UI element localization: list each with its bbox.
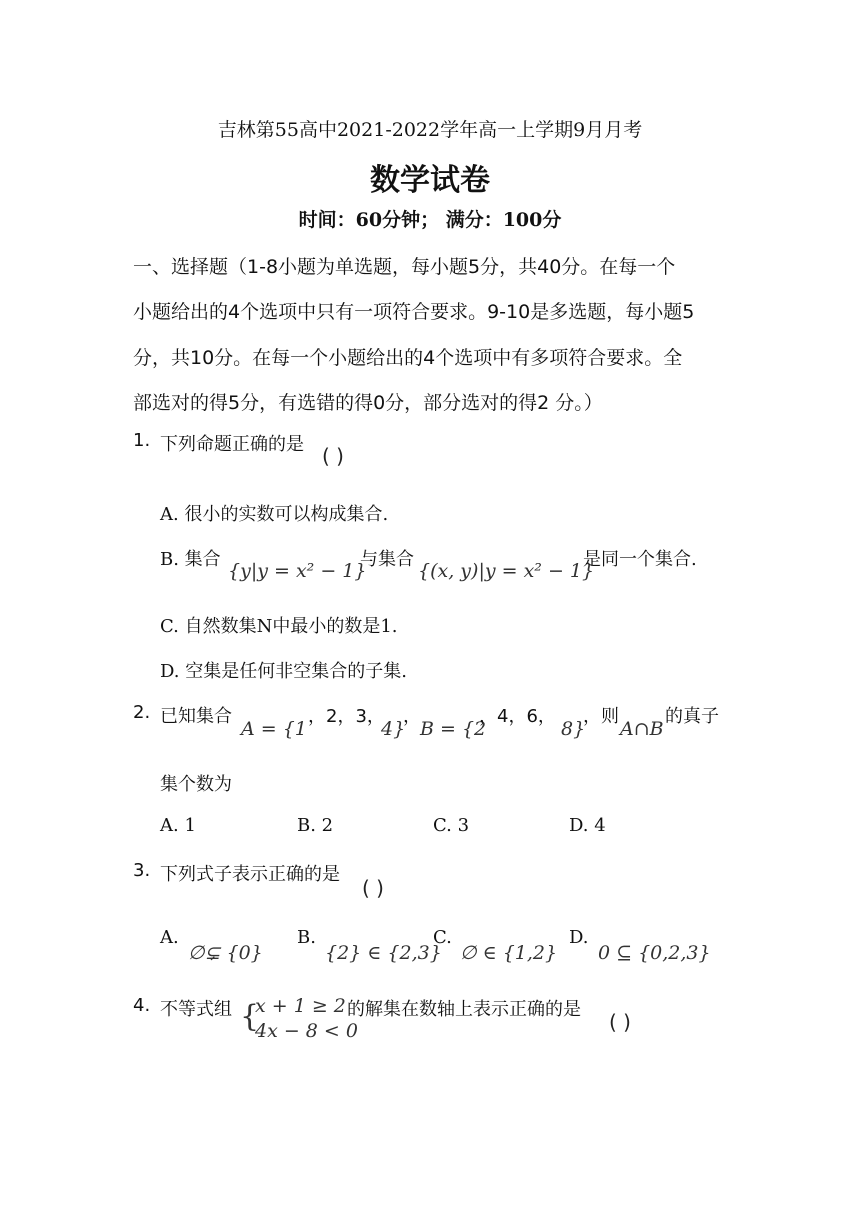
q1-option-b-set1: {y|y = x² − 1}	[228, 560, 367, 582]
q4-inequality-2: 4x − 8 < 0	[255, 1020, 358, 1042]
q2-set-b-start: B = {2	[420, 718, 487, 740]
q3-option-d-label: D.	[569, 927, 589, 948]
q2-option-a: A. 1	[160, 815, 196, 836]
q4-number: 4.	[133, 995, 151, 1016]
section-line-4: 部选对的得5分，有选错的得0分，部分选对的得2 分。）	[133, 392, 603, 414]
q3-answer-paren: ( )	[362, 876, 384, 900]
q4-brace: {	[240, 999, 260, 1034]
q1-option-c: C. 自然数集N中最小的数是1.	[160, 616, 398, 637]
exam-info: 时间：60分钟； 满分：100分	[298, 209, 562, 231]
q1-option-b-mid: 与集合	[360, 549, 414, 570]
q3-option-c-label: C.	[433, 927, 452, 948]
q2-stem-line2: 集个数为	[160, 774, 232, 795]
q3-option-b-label: B.	[297, 927, 316, 948]
section-line-2: 小题给出的4个选项中只有一项符合要求。9-10是多选题，每小题5	[133, 301, 695, 323]
q1-option-b-set2: {(x, y)|y = x² − 1}	[418, 560, 595, 582]
q2-set-a-middle: ，2，3，	[308, 706, 385, 727]
q4-inequality-1: x + 1 ≥ 2	[255, 995, 346, 1017]
q1-number: 1.	[133, 430, 151, 451]
exam-title: 数学试卷	[370, 163, 490, 198]
q2-set-b-middle: ，4，6，	[479, 706, 556, 727]
q4-answer-paren: ( )	[609, 1010, 631, 1034]
q4-stem-prefix: 不等式组	[160, 999, 232, 1020]
q2-number: 2.	[133, 702, 151, 723]
section-line-1: 一、选择题（1-8小题为单选题，每小题5分，共40分。在每一个	[133, 256, 676, 278]
q2-stem-prefix: 已知集合	[160, 706, 232, 727]
q2-then: ，则	[583, 706, 619, 727]
q3-option-a-math: ∅⊊ {0}	[188, 942, 263, 964]
q1-option-b-suffix: 是同一个集合.	[583, 549, 697, 570]
q2-stem-suffix: 的真子	[665, 706, 719, 727]
q2-set-b-end: 8}	[561, 718, 586, 740]
q3-stem: 下列式子表示正确的是	[160, 864, 340, 885]
q2-set-a-start: A = {1	[241, 718, 307, 740]
section-line-3: 分，共10分。在每一个小题给出的4个选项中有多项符合要求。全	[133, 347, 683, 369]
q1-stem: 下列命题正确的是	[160, 434, 304, 455]
q3-option-b-math: {2} ∈ {2,3}	[325, 942, 442, 964]
q1-option-b-prefix: B. 集合	[160, 549, 221, 570]
q2-option-c: C. 3	[433, 815, 470, 836]
q1-answer-paren: ( )	[322, 444, 344, 468]
q3-option-d-math: 0 ⊆ {0,2,3}	[598, 942, 711, 964]
q3-option-c-math: ∅ ∈ {1,2}	[460, 942, 558, 964]
q1-option-a: A. 很小的实数可以构成集合.	[160, 504, 389, 525]
q3-number: 3.	[133, 860, 151, 881]
q2-separator: ，	[403, 706, 421, 727]
q2-option-b: B. 2	[297, 815, 334, 836]
q1-option-d: D. 空集是任何非空集合的子集.	[160, 661, 407, 682]
exam-header: 吉林第55高中2021-2022学年高一上学期9月月考	[217, 119, 643, 141]
q2-option-d: D. 4	[569, 815, 606, 836]
q3-option-a-label: A.	[160, 927, 179, 948]
q2-intersection: A∩B	[620, 718, 664, 740]
q4-stem-suffix: 的解集在数轴上表示正确的是	[347, 999, 581, 1020]
q2-set-a-end: 4}	[381, 718, 406, 740]
